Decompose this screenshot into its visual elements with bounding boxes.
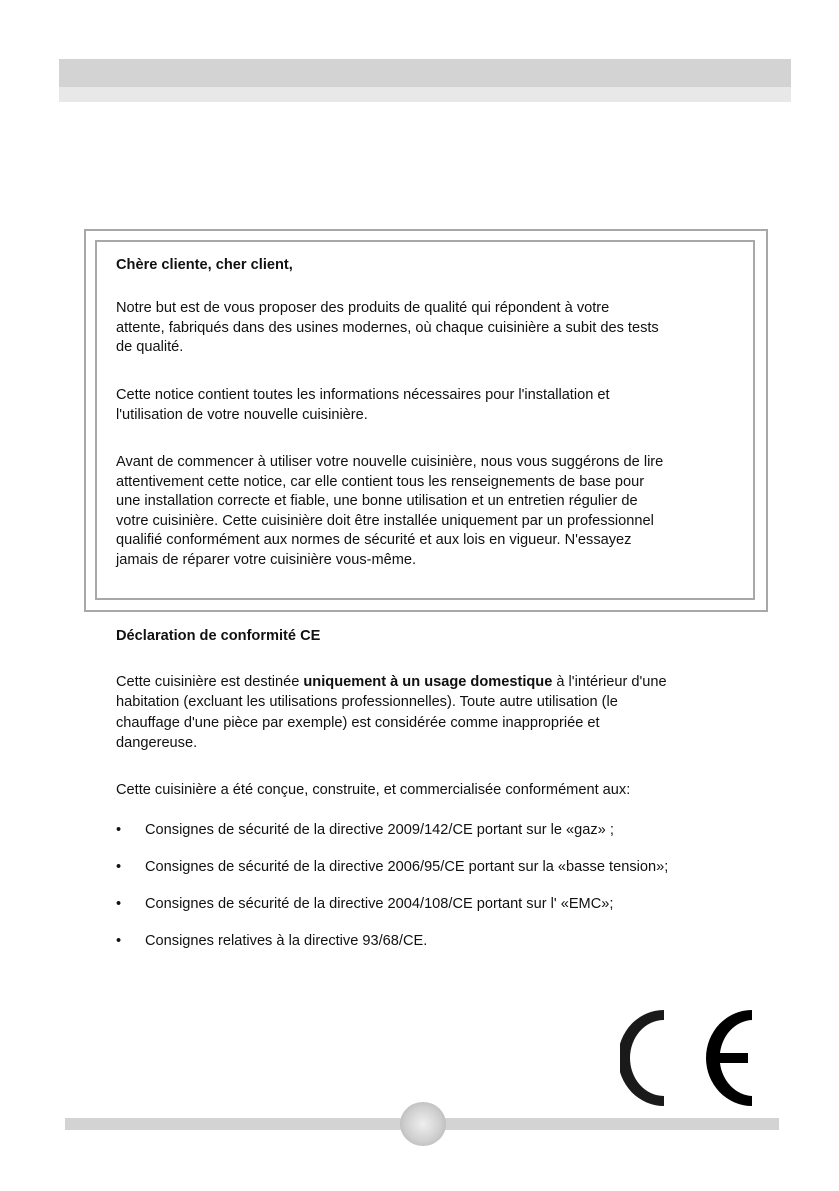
emphasis-text: uniquement à un usage domestique: [303, 674, 553, 690]
bullet-icon: •: [116, 822, 122, 838]
text-line: Notre but est de vous proposer des produits de qualité qui répondent à votre: [116, 300, 610, 316]
text-segment: Cette cuisinière est destinée: [116, 674, 304, 690]
text-line: chauffage d'une pièce par exemple) est considérée comme inappropriée et: [116, 714, 600, 731]
text-line: l'utilisation de votre nouvelle cuisinière.: [116, 406, 368, 423]
text-line: Avant de commencer à utiliser votre nouvelle cuisinière, nous vous suggérons de lire: [116, 454, 664, 470]
text-line: qualifié conformément aux normes de sécurité et aux lois en vigueur. N'essayez: [116, 532, 632, 549]
intro-paragraph-3: [116, 453, 663, 571]
text-line: attentivement cette notice, car elle contient tous les renseignements de base pour: [116, 473, 645, 490]
list-item-text: Consignes relatives à la directive 93/68/CE.: [145, 933, 428, 949]
text-line: jamais de réparer votre cuisinière vous-même.: [116, 551, 417, 568]
declaration-heading: Déclaration de conformité CE: [116, 628, 321, 644]
text-line: habitation (excluant les utilisations professionnelles). Toute autre utilisation (le: [116, 694, 618, 711]
header-bar-light: [59, 87, 791, 102]
list-item-text: Consignes de sécurité de la directive 2006/95/CE portant sur la «basse tension»;: [145, 859, 669, 875]
text-line: dangereuse.: [116, 734, 198, 751]
text-line: une installation correcte et fiable, une bonne utilisation et un entretien régulier de: [116, 493, 638, 510]
declaration-paragraph-1: [116, 672, 667, 753]
page-marker-circle: [400, 1102, 446, 1146]
bullet-icon: •: [116, 933, 122, 949]
intro-paragraph-1: [116, 299, 659, 358]
list-item-text: Consignes de sécurité de la directive 2009/142/CE portant sur le «gaz» ;: [145, 822, 614, 838]
text-line: Cette notice contient toutes les informations nécessaires pour l'installation et: [116, 387, 610, 403]
ce-mark-logo: [620, 1008, 756, 1108]
text-line: de qualité.: [116, 339, 184, 356]
intro-paragraph-2: [116, 386, 610, 425]
bullet-icon: •: [116, 859, 122, 875]
text-segment: à l'intérieur d'une: [552, 674, 667, 690]
declaration-paragraph-2: Cette cuisinière a été conçue, construite, et commercialisée conformément aux:: [116, 782, 631, 798]
header-bar: [59, 59, 791, 87]
text-line: votre cuisinière. Cette cuisinière doit être installée uniquement par un professionnel: [116, 512, 654, 529]
list-item-text: Consignes de sécurité de la directive 2004/108/CE portant sur l' «EMC»;: [145, 896, 614, 912]
bullet-icon: •: [116, 896, 122, 912]
text-line: attente, fabriqués dans des usines modernes, où chaque cuisinière a subit des tests: [116, 319, 659, 336]
text-line: [116, 672, 667, 692]
greeting: Chère cliente, cher client,: [116, 257, 293, 273]
